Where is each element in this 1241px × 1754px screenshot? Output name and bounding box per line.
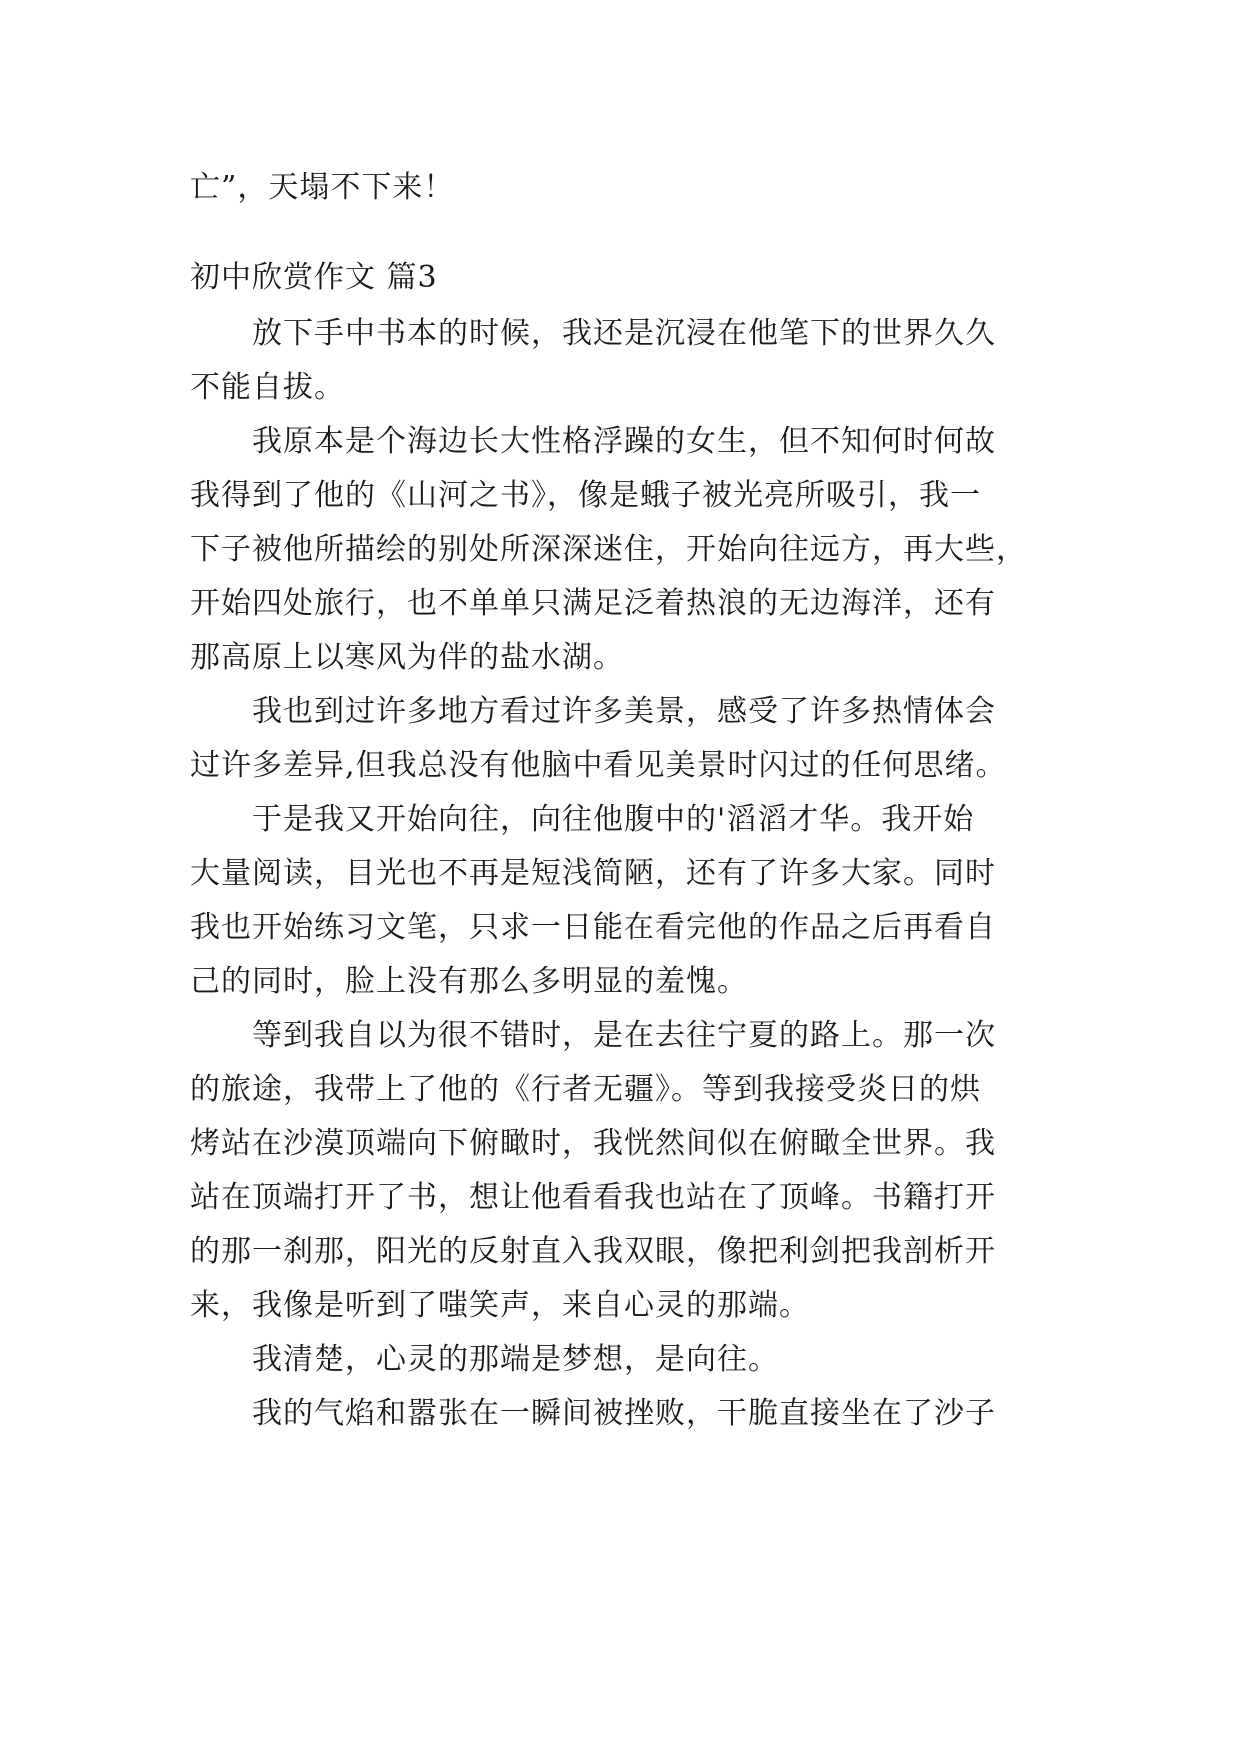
- text-line: 那高原上以寒风为伴的盐水湖。: [190, 640, 624, 675]
- text-line: 烤站在沙漠顶端向下俯瞰时，我恍然间似在俯瞰全世界。我: [190, 1126, 996, 1161]
- text-line: 的那一刹那，阳光的反射直入我双眼，像把利剑把我剖析开: [190, 1234, 996, 1269]
- text-line: 来，我像是听到了嗤笑声，来自心灵的那端。: [190, 1288, 810, 1323]
- text-line: 下子被他所描绘的别处所深深迷住，开始向往远方，再大些，: [190, 532, 1027, 567]
- section-heading: 初中欣赏作文 篇3: [190, 260, 438, 295]
- text-line: 开始四处旅行，也不单单只满足泛着热浪的无边海洋，还有: [190, 586, 996, 621]
- text-line: 大量阅读，目光也不再是短浅简陋，还有了许多大家。同时: [190, 856, 996, 891]
- carryover-line: 亡”，天塌不下来！: [190, 170, 455, 205]
- text-line: 等到我自以为很不错时，是在去往宁夏的路上。那一次: [190, 1018, 996, 1053]
- text-line: 放下手中书本的时候，我还是沉浸在他笔下的世界久久: [190, 316, 996, 351]
- text-line: 己的同时，脸上没有那么多明显的羞愧。: [190, 964, 748, 999]
- text-line: 我的气焰和嚣张在一瞬间被挫败，干脆直接坐在了沙子: [190, 1396, 996, 1431]
- text-line: 过许多差异,但我总没有他脑中看见美景时闪过的任何思绪。: [190, 748, 1007, 783]
- text-line: 的旅途，我带上了他的《行者无疆》。等到我接受炎日的烘: [190, 1072, 981, 1107]
- text-line: 我得到了他的《山河之书》，像是蛾子被光亮所吸引，我一: [190, 478, 981, 513]
- text-line: 站在顶端打开了书，想让他看看我也站在了顶峰。书籍打开: [190, 1180, 996, 1215]
- text-line: 于是我又开始向往，向往他腹中的'滔滔才华。我开始: [190, 802, 975, 837]
- text-line: 我原本是个海边长大性格浮躁的女生，但不知何时何故: [190, 424, 996, 459]
- document-body: [190, 161, 1060, 1441]
- text-line: 我也开始练习文笔，只求一日能在看完他的作品之后再看自: [190, 910, 996, 945]
- text-line: 不能自拔。: [190, 370, 345, 405]
- text-line: 我清楚，心灵的那端是梦想，是向往。: [190, 1342, 779, 1377]
- text-line: 我也到过许多地方看过许多美景，感受了许多热情体会: [190, 694, 996, 729]
